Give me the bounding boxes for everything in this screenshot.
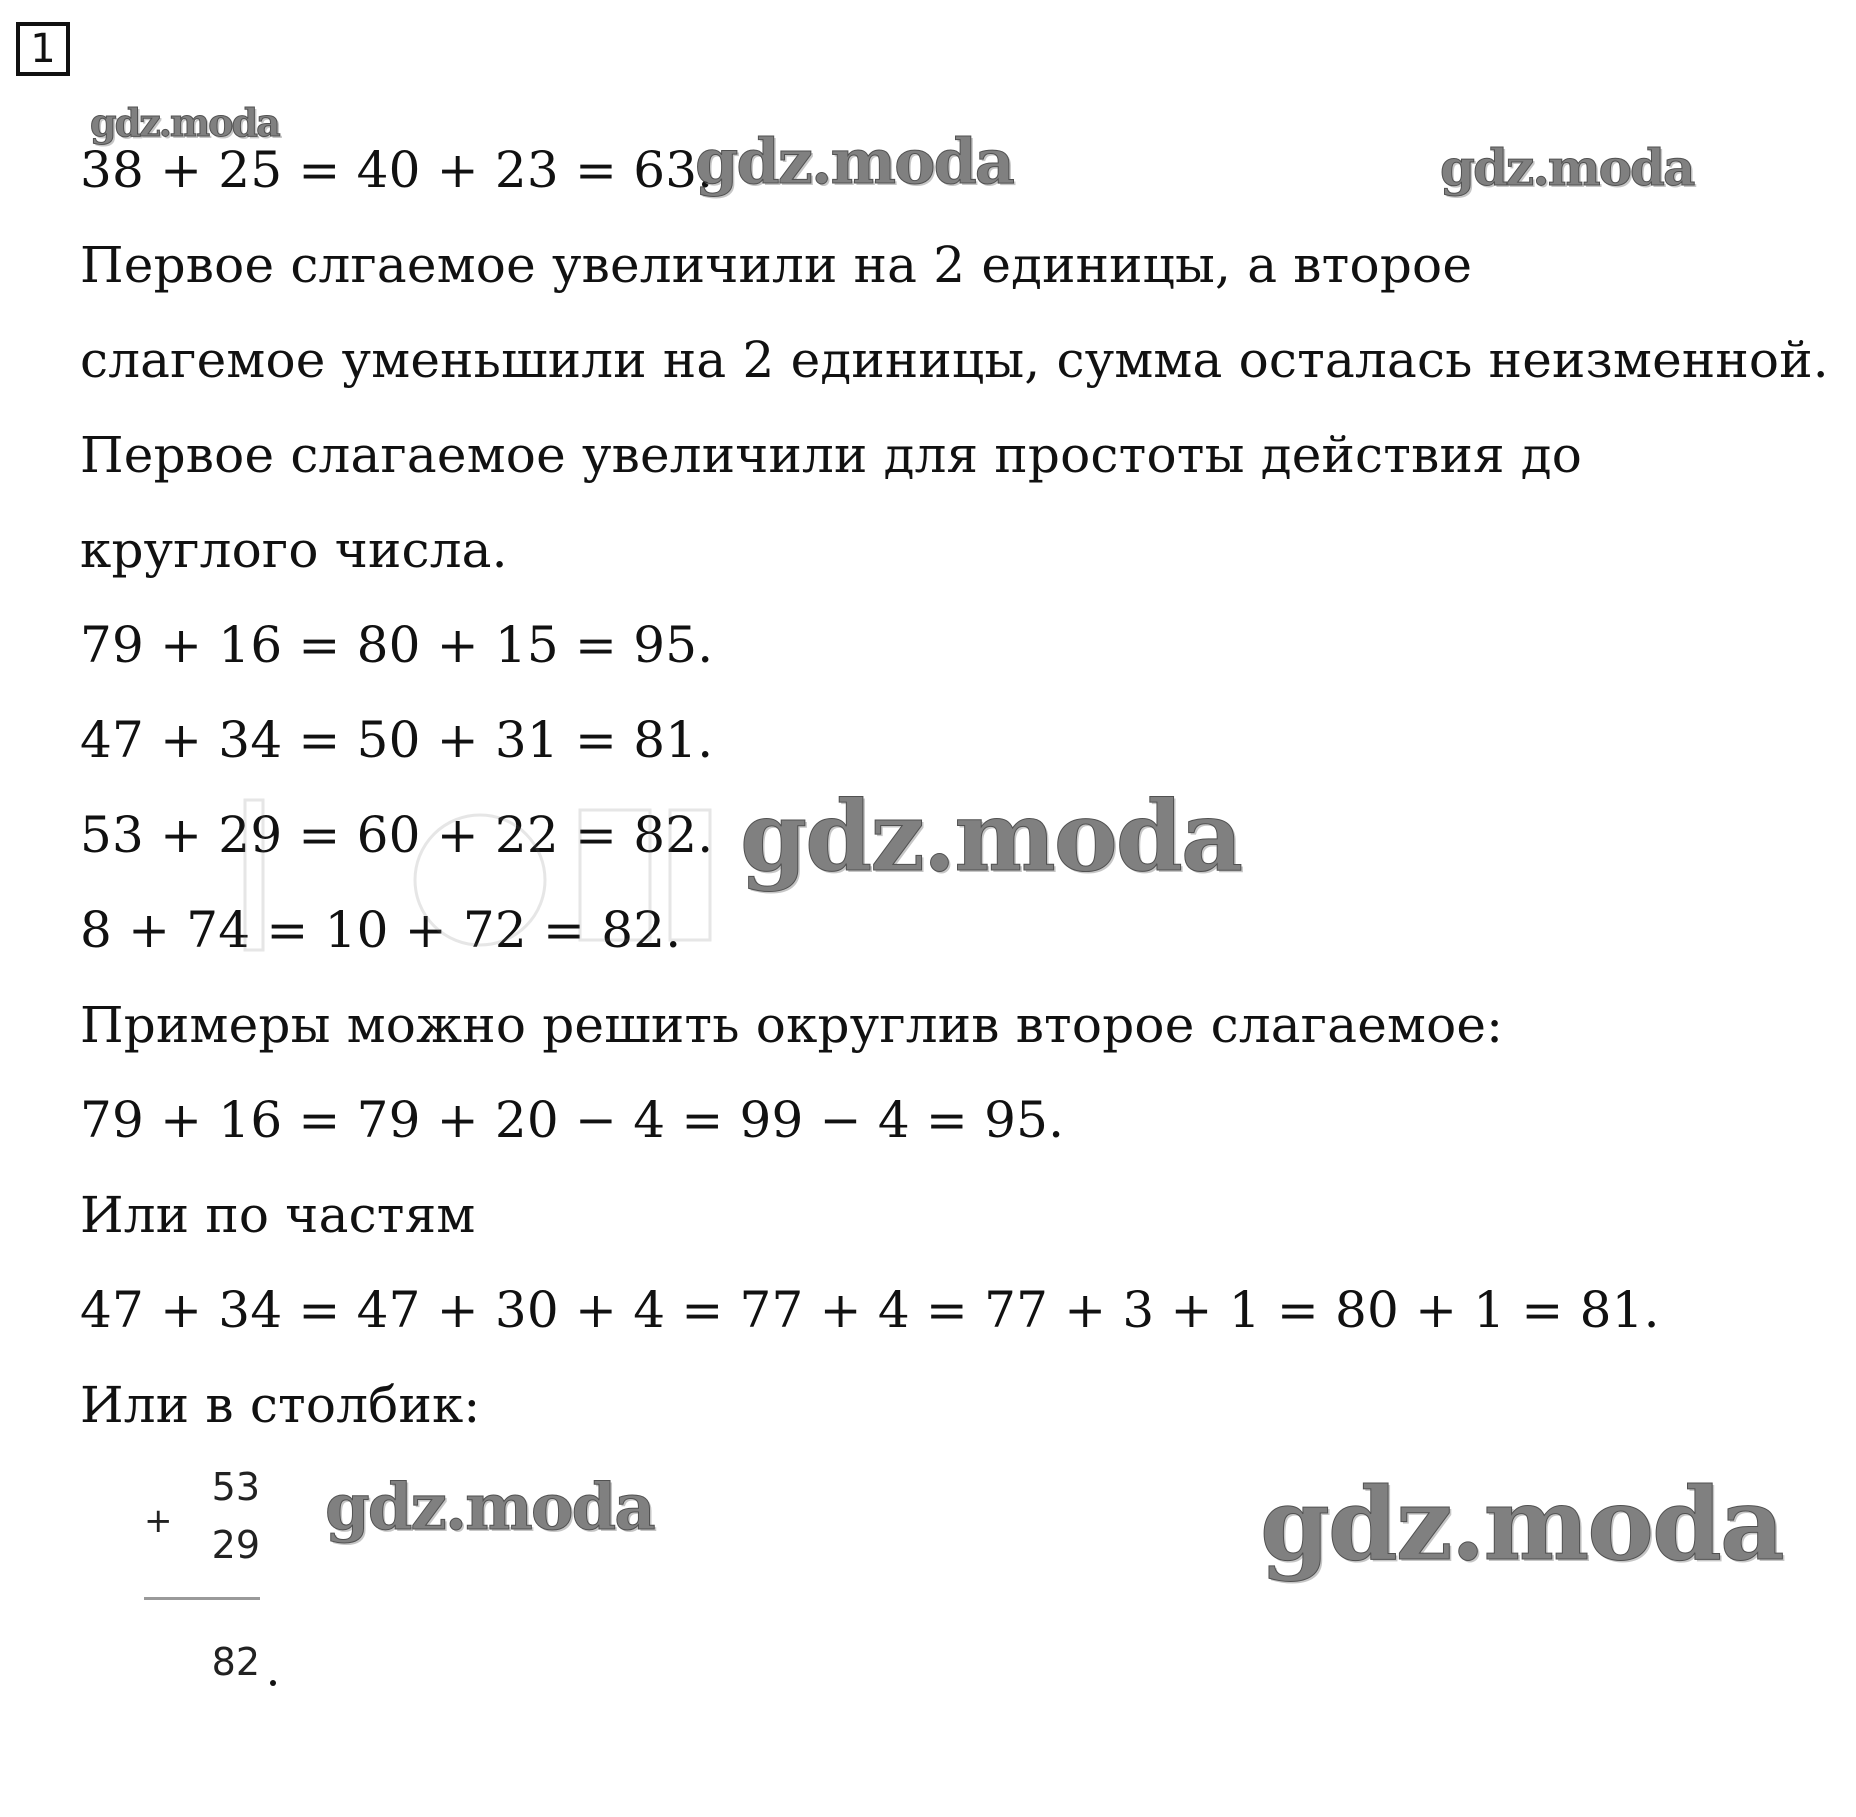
trailing-period	[270, 1680, 276, 1686]
faded-background-shapes	[240, 790, 750, 960]
text-line: Первое слагаемое увеличили для простоты действия до	[80, 426, 1583, 484]
equation-line: 53 + 29 = 60 + 22 = 82.	[80, 806, 714, 864]
equation-line: 47 + 34 = 50 + 31 = 81.	[80, 711, 714, 769]
text-line: Примеры можно решить округлив второе слагаемое:	[80, 996, 1504, 1054]
text-line: слагемое уменьшили на 2 единицы, сумма осталась неизменной.	[80, 331, 1829, 389]
text-line: Или по частям	[80, 1186, 476, 1244]
watermark: gdz.moda	[1260, 1465, 1783, 1583]
equation-line: 79 + 16 = 80 + 15 = 95.	[80, 616, 714, 674]
text-line: Или в столбик:	[80, 1376, 481, 1434]
equation-line: 38 + 25 = 40 + 23 = 63.	[80, 141, 714, 199]
watermark: gdz.moda	[90, 100, 279, 145]
watermark: gdz.moda	[325, 1470, 654, 1545]
column-underline	[144, 1597, 260, 1600]
text-line: Первое слгаемое увеличили на 2 единицы, а второе	[80, 236, 1473, 294]
watermark: gdz.moda	[740, 780, 1242, 893]
column-addition	[140, 1465, 260, 1715]
equation-line: 79 + 16 = 79 + 20 − 4 = 99 − 4 = 95.	[80, 1091, 1065, 1149]
text-line: круглого числа.	[80, 521, 508, 579]
column-result-number: 82	[211, 1640, 260, 1684]
watermark: gdz.moda	[1440, 138, 1694, 197]
task-number-box: 1	[16, 22, 70, 76]
column-plus-sign: +	[144, 1501, 173, 1541]
equation-line: 47 + 34 = 47 + 30 + 4 = 77 + 4 = 77 + 3 + 1 = 80 + 1 = 81.	[80, 1281, 1660, 1339]
column-bottom-number: 29	[211, 1523, 260, 1567]
watermark: gdz.moda	[695, 125, 1013, 198]
column-top-number: 53	[211, 1465, 260, 1509]
equation-line: 8 + 74 = 10 + 72 = 82.	[80, 901, 682, 959]
